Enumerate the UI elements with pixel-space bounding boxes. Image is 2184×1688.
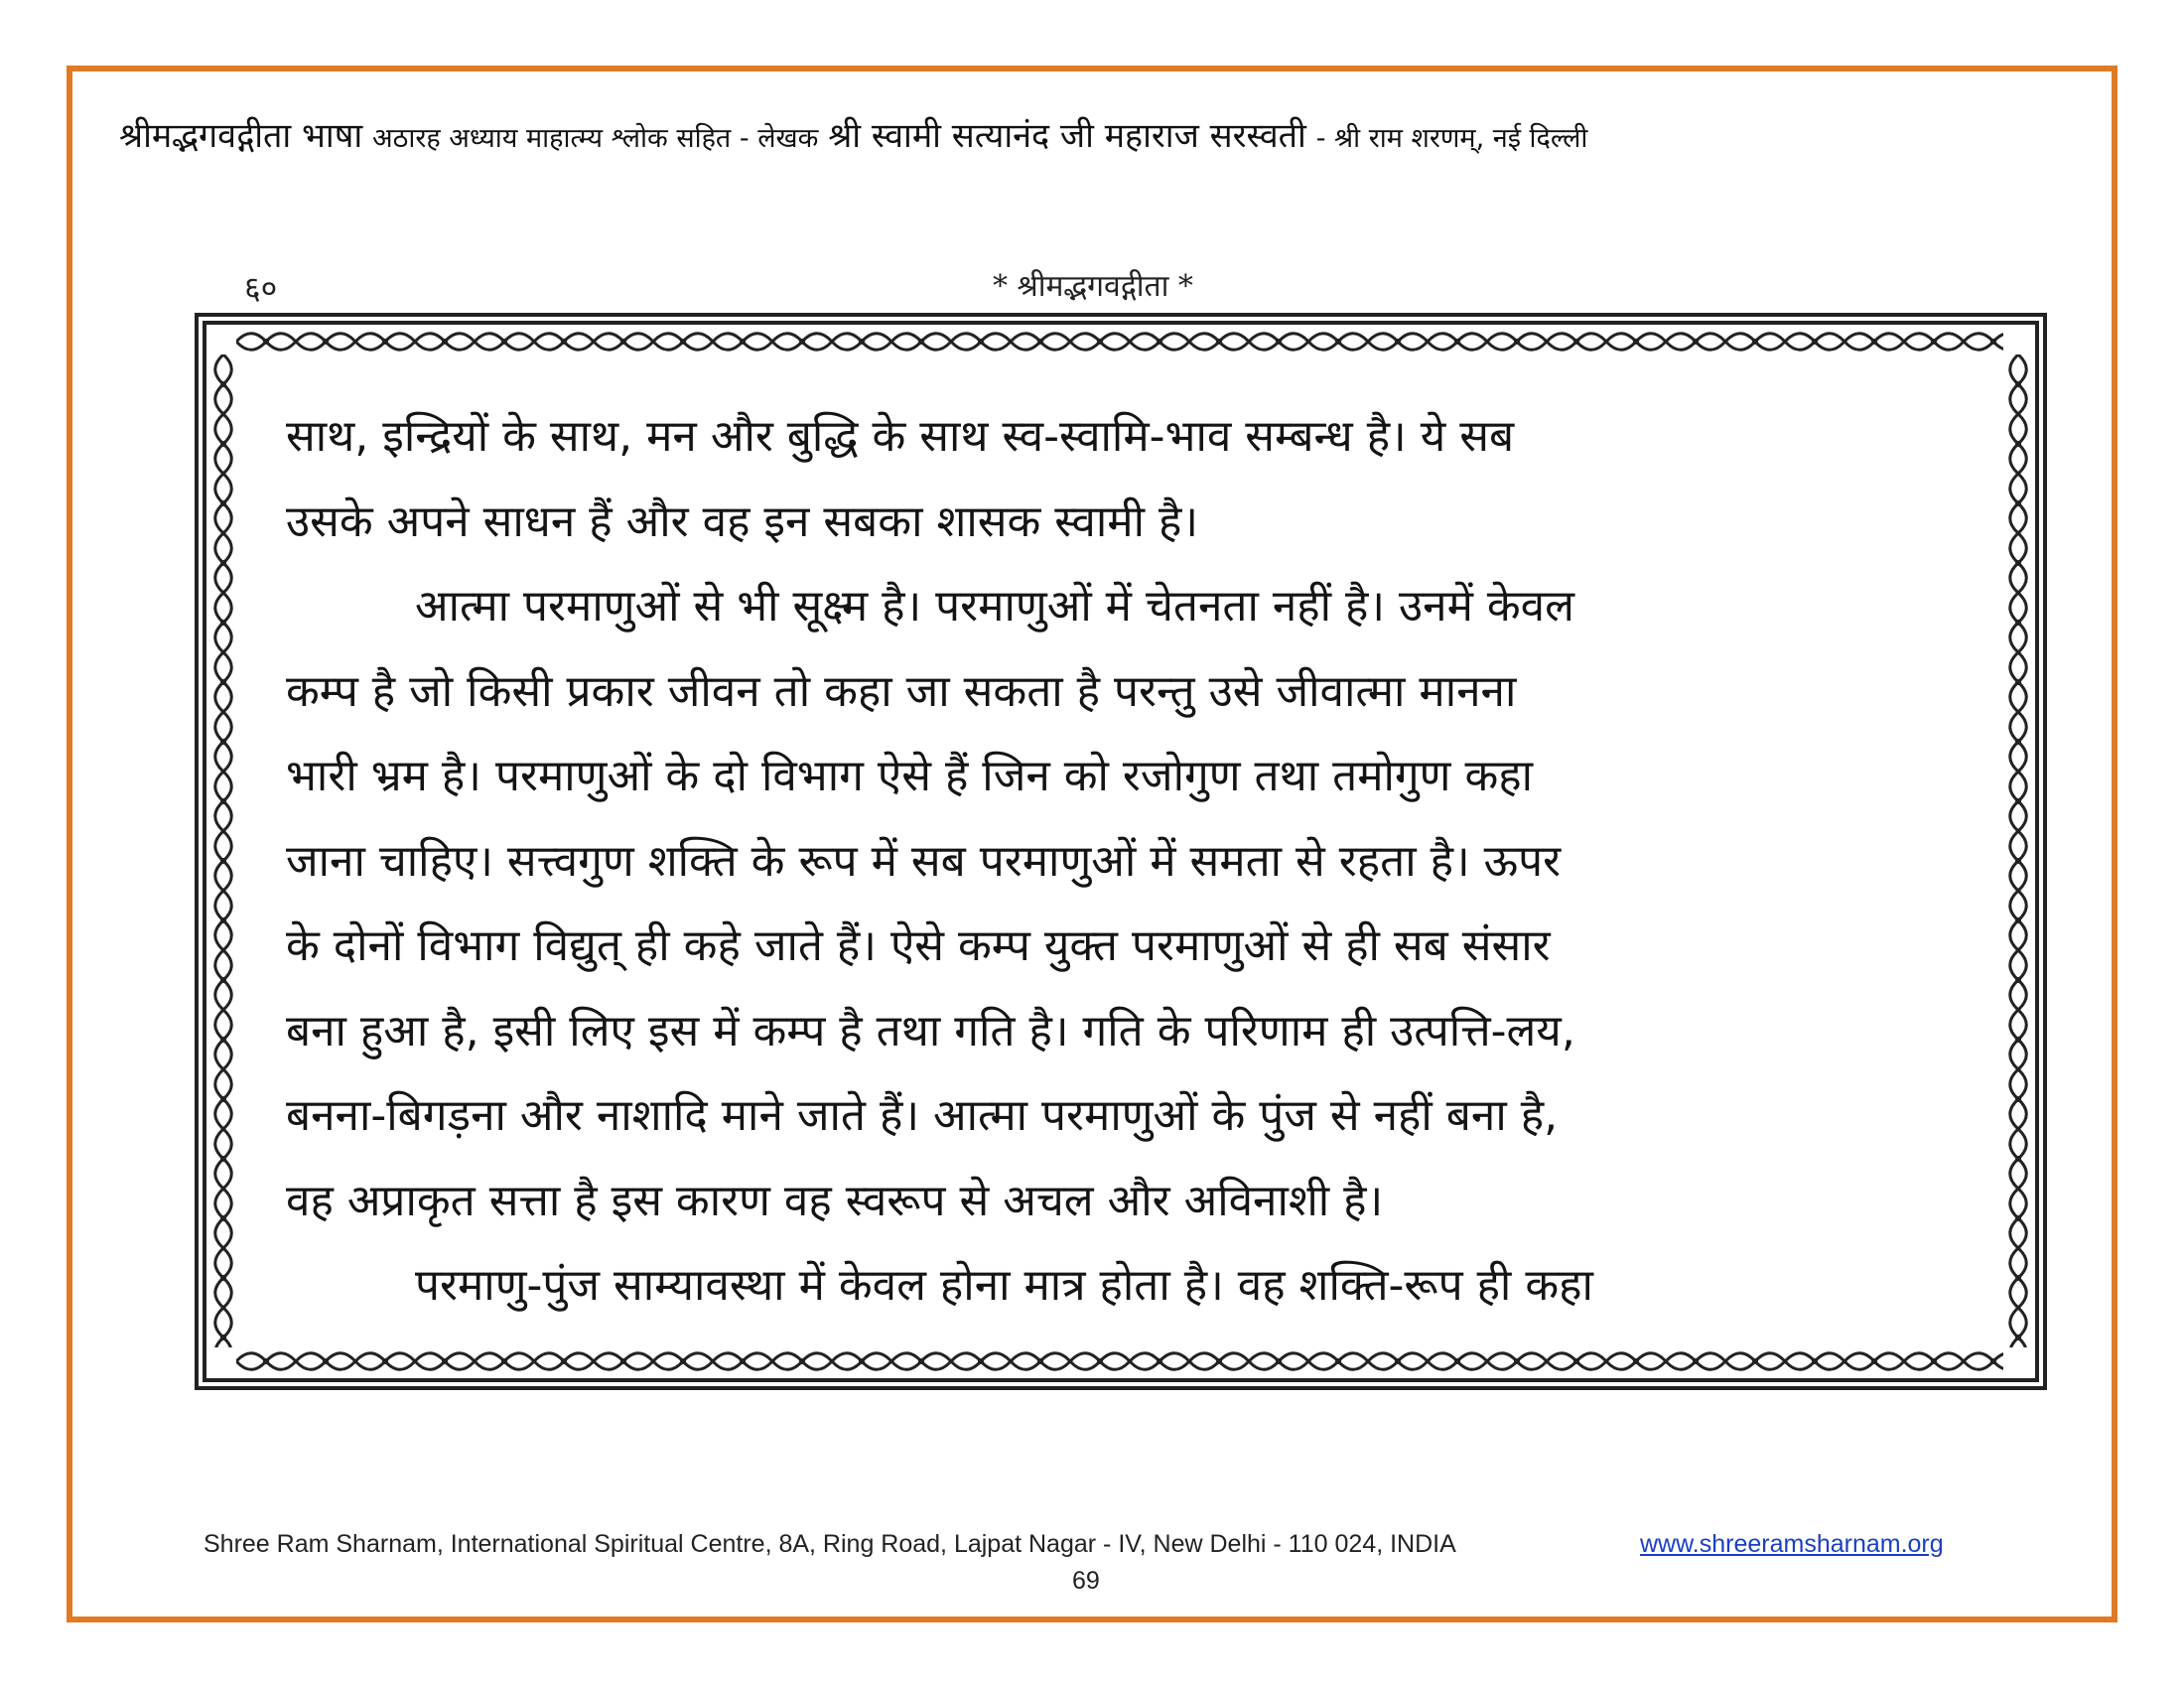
footer-address: Shree Ram Sharnam, International Spiritual Centre, 8A, Ring Road, Lajpat Nagar - IV, New Delhi - 110 024, INDIA xyxy=(204,1530,1456,1558)
ornament-left xyxy=(212,354,234,1347)
text-line: जाना चाहिए। सत्त्वगुण शक्ति के रूप में सब परमाणुओं में समता से रहता है। ऊपर xyxy=(286,835,1562,887)
footer-page-number: 69 xyxy=(1072,1567,1100,1595)
ornament-right xyxy=(2007,354,2029,1347)
ornament-bottom xyxy=(236,1350,2003,1372)
text-line: कम्प है जो किसी प्रकार जीवन तो कहा जा सकता है परन्तु उसे जीवात्मा मानना xyxy=(286,665,1517,717)
text-line: परमाणु-पुंज साम्यावस्था में केवल होना मात्र होता है। वह शक्ति-रूप ही कहा xyxy=(415,1260,1593,1311)
header-publisher: - श्री राम शरणम्, नई दिल्ली xyxy=(1315,123,1588,154)
text-line: साथ, इन्द्रियों के साथ, मन और बुद्धि के साथ स्व-स्वामि-भाव सम्बन्ध है। ये सब xyxy=(286,411,1515,462)
website-link[interactable]: www.shreeramsharnam.org xyxy=(1640,1530,1944,1558)
text-line: उसके अपने साधन हैं और वह इन सबका शासक स्वामी है। xyxy=(286,495,1199,547)
text-line: के दोनों विभाग विद्युत् ही कहे जाते हैं। ऐसे कम्प युक्त परमाणुओं से ही सब संसार xyxy=(286,920,1551,971)
text-line: भारी भ्रम है। परमाणुओं के दो विभाग ऐसे हैं जिन को रजोगुण तथा तमोगुण कहा xyxy=(286,751,1534,801)
book-text xyxy=(286,394,1954,1329)
header-title: श्रीमद्भगवद्गीता भाषा xyxy=(119,116,363,156)
ornament-top xyxy=(236,331,2003,352)
text-line: बनना-बिगड़ना और नाशादि माने जाते हैं। आत्मा परमाणुओं के पुंज से नहीं बना है, xyxy=(286,1090,1559,1141)
document-header xyxy=(119,111,2065,157)
running-title: * श्रीमद्भगवद्गीता * xyxy=(993,269,1193,304)
header-subtitle: अठारह अध्याय माहात्म्य श्लोक सहित - लेखक xyxy=(372,123,819,154)
header-author: श्री स्वामी सत्यानंद जी महाराज सरस्वती xyxy=(828,116,1306,156)
ornamental-border xyxy=(195,313,2047,1390)
text-line: बना हुआ है, इसी लिए इस में कम्प है तथा गति है। गति के परिणाम ही उत्पत्ति-लय, xyxy=(286,1005,1575,1056)
text-line: वह अप्राकृत सत्ता है इस कारण वह स्वरूप से अचल और अविनाशी है। xyxy=(286,1175,1384,1226)
book-page-number: ६० xyxy=(244,269,278,307)
text-line: आत्मा परमाणुओं से भी सूक्ष्म है। परमाणुओं में चेतनता नहीं है। उनमें केवल xyxy=(415,581,1574,632)
